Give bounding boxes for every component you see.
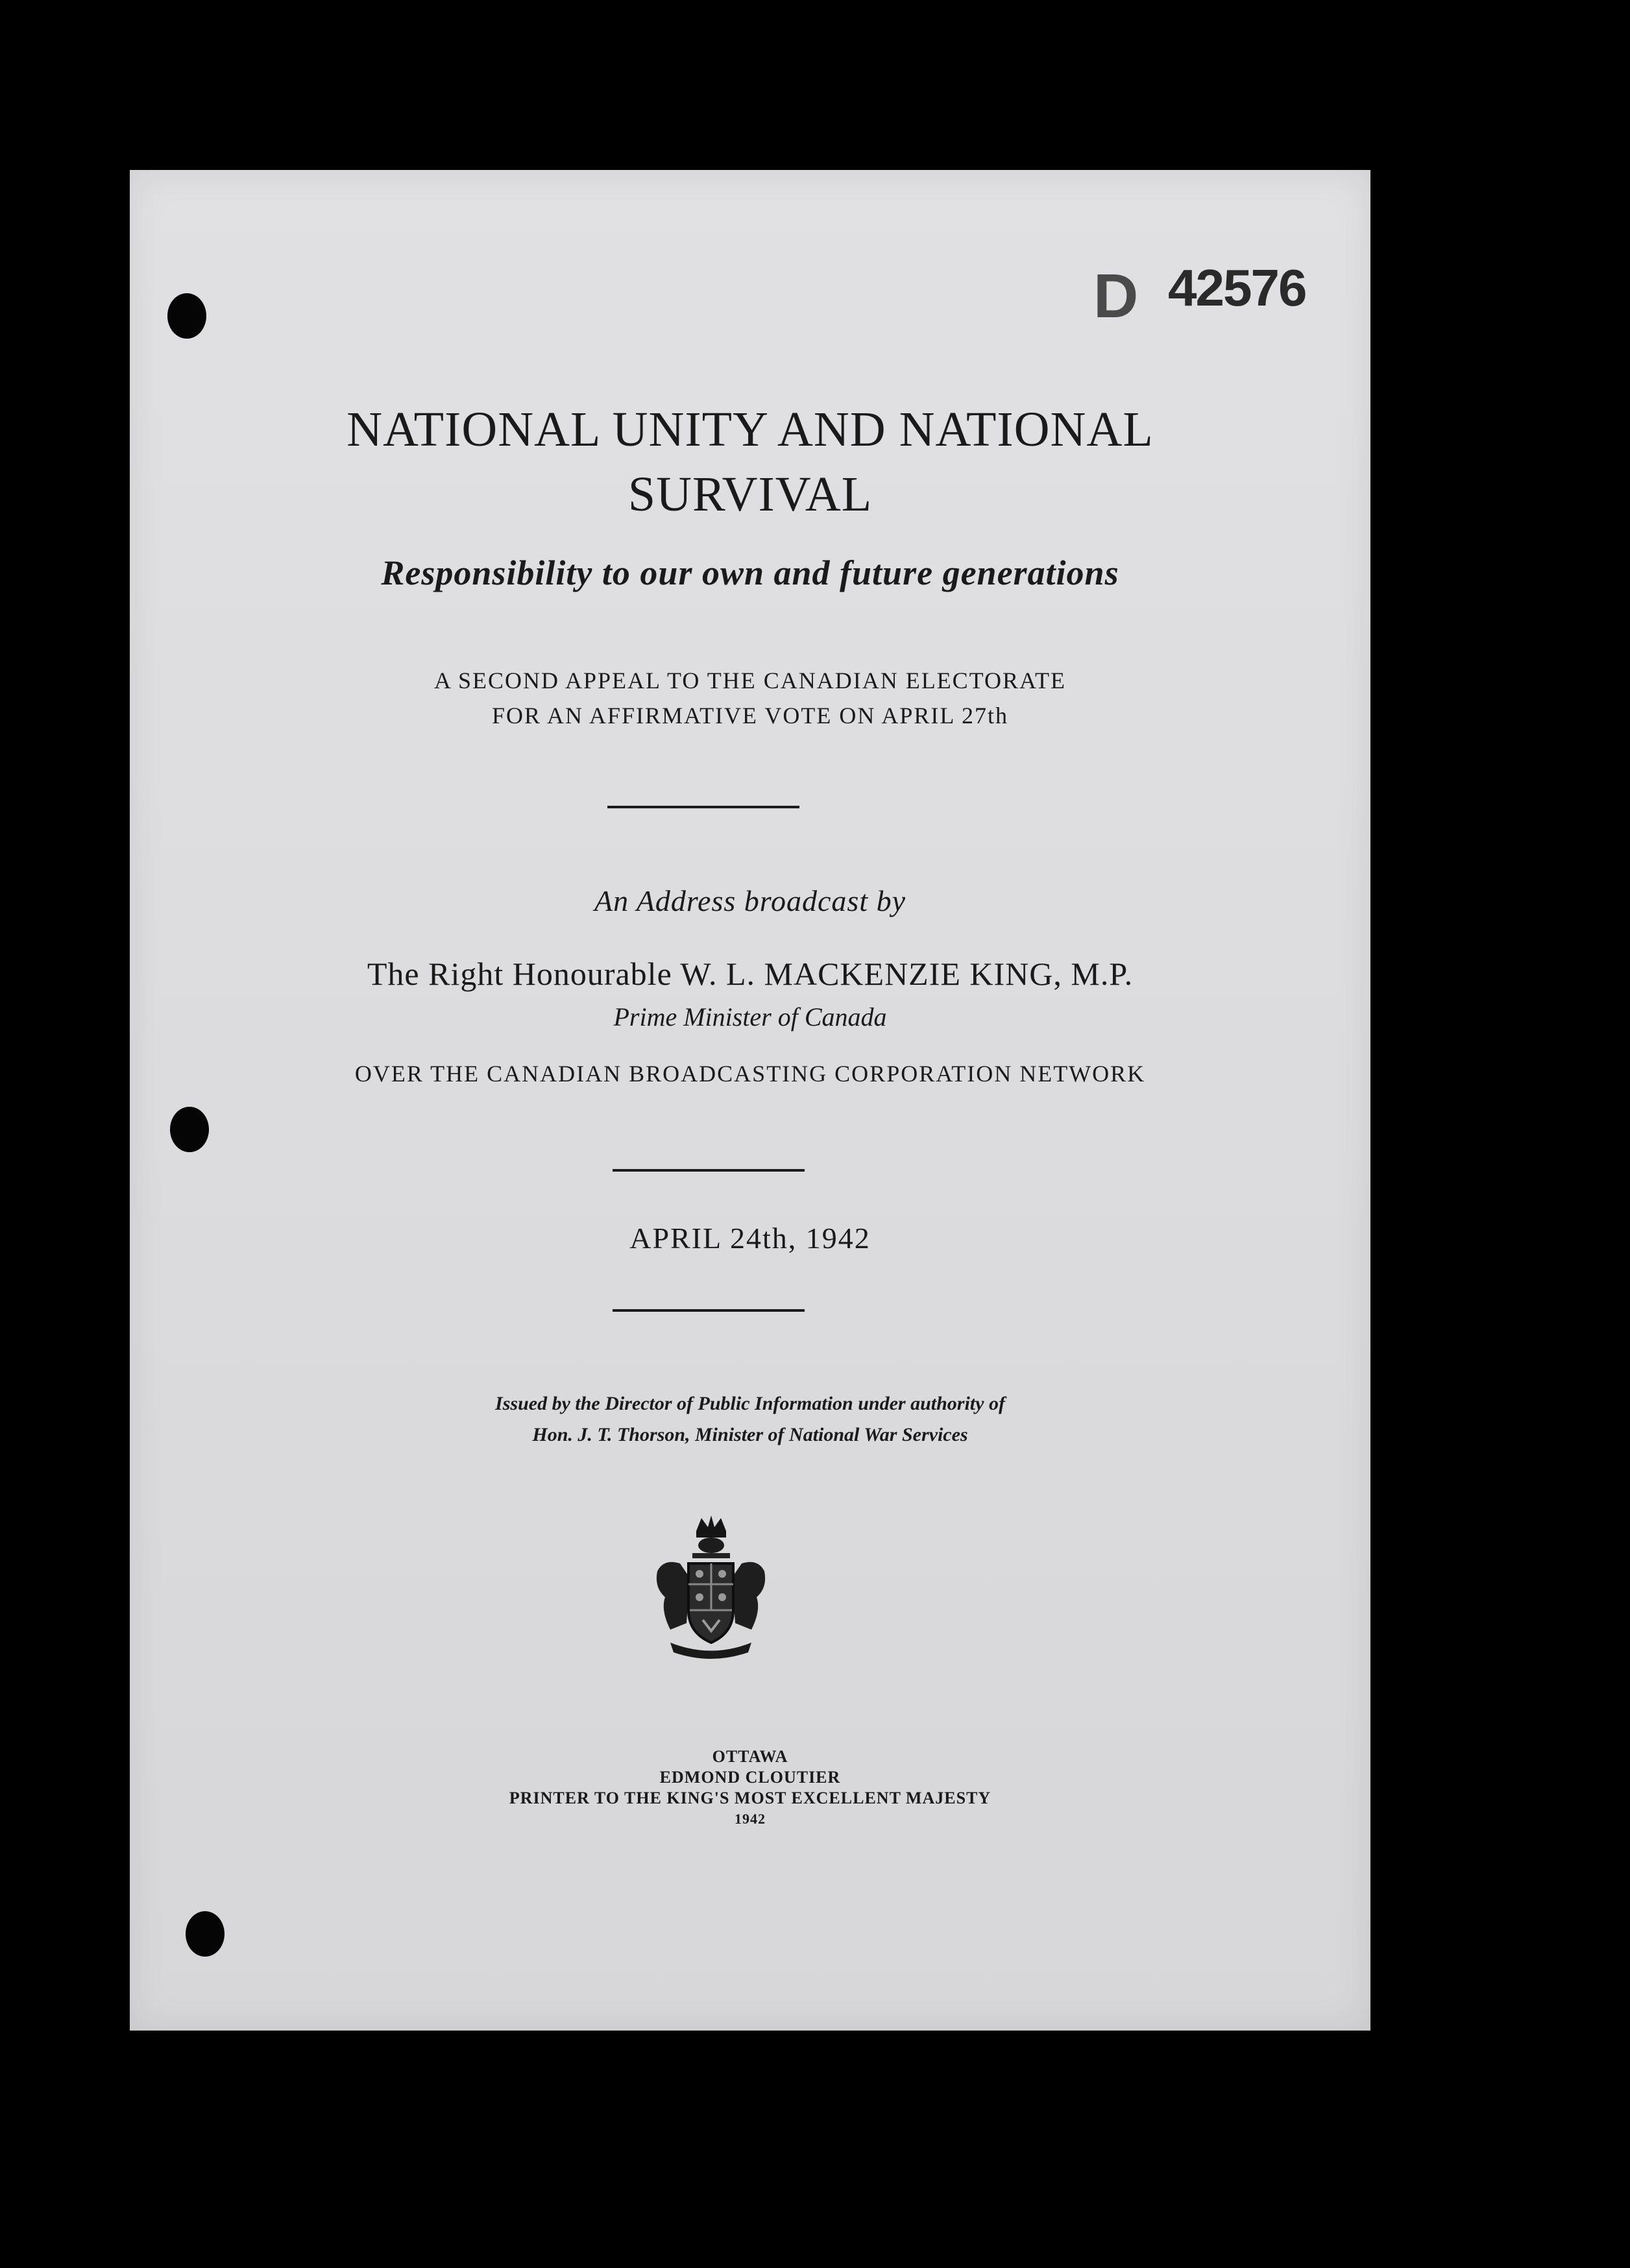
document-title xyxy=(130,397,1370,527)
title-line-2: SURVIVAL xyxy=(627,467,873,522)
archive-stamp-number: 42576 xyxy=(1168,259,1306,317)
document-subtitle: Responsibility to our own and future generations xyxy=(381,553,1119,592)
issued-line-2: Hon. J. T. Thorson, Minister of National War Services xyxy=(532,1424,968,1445)
printer-year: 1942 xyxy=(735,1811,766,1827)
printer-title: PRINTER TO THE KING'S MOST EXCELLENT MAJESTY xyxy=(509,1789,991,1807)
speaker-office: Prime Minister of Canada xyxy=(613,1002,887,1031)
archive-stamp-letter: D xyxy=(1093,261,1139,331)
printer-imprint xyxy=(130,1746,1370,1829)
address-date: APRIL 24th, 1942 xyxy=(629,1222,871,1255)
address-intro: An Address broadcast by xyxy=(594,884,906,917)
punch-hole-middle xyxy=(170,1107,209,1152)
divider-rule-1 xyxy=(607,806,799,808)
punch-hole-bottom xyxy=(186,1911,225,1957)
appeal-text xyxy=(130,663,1370,733)
appeal-line-1: A SECOND APPEAL TO THE CANADIAN ELECTORATE xyxy=(433,668,1067,694)
issued-line-1: Issued by the Director of Public Information under authority of xyxy=(495,1393,1005,1414)
appeal-line-2: FOR AN AFFIRMATIVE VOTE ON APRIL 27th xyxy=(491,703,1009,729)
divider-rule-3 xyxy=(613,1309,805,1312)
broadcast-network: OVER THE CANADIAN BROADCASTING CORPORATION NETWORK xyxy=(354,1061,1146,1087)
divider-rule-2 xyxy=(613,1169,805,1172)
printer-city: OTTAWA xyxy=(712,1747,788,1766)
printer-name: EDMOND CLOUTIER xyxy=(659,1768,841,1787)
issued-notice xyxy=(130,1388,1370,1451)
title-line-1: NATIONAL UNITY AND NATIONAL xyxy=(347,402,1154,457)
punch-hole-top xyxy=(167,293,206,339)
speaker-name: The Right Honourable W. L. MACKENZIE KING, M.P. xyxy=(367,956,1134,992)
coat-of-arms-emblem xyxy=(651,1513,771,1662)
document-page xyxy=(130,170,1370,2031)
